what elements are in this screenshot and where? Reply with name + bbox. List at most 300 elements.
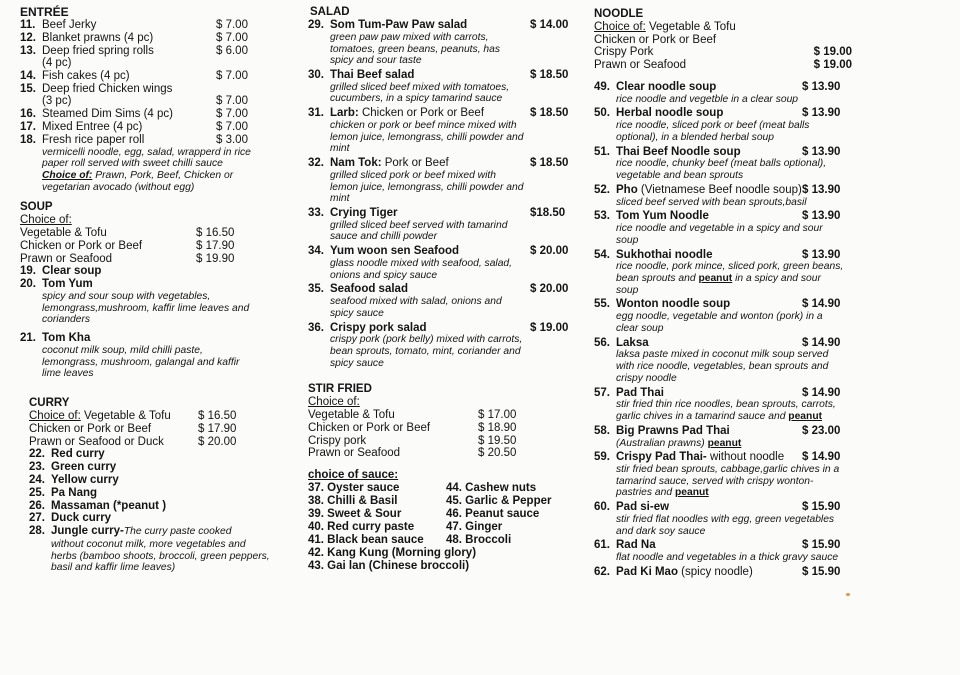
choice-label: Choice of: — [42, 170, 93, 182]
item-name: Crispy pork salad — [330, 321, 427, 334]
item-number: 54. — [594, 248, 610, 261]
menu-item — [594, 298, 852, 311]
item-description — [594, 464, 852, 499]
item-name: Sukhothai noodle — [616, 248, 713, 261]
peanut-note: peanut — [707, 437, 742, 449]
sauce-option: 46. Peanut sauce — [446, 508, 540, 521]
item-label — [594, 184, 802, 197]
item-label — [594, 146, 802, 159]
item-price: $ 13.90 — [802, 210, 841, 223]
item-number: 51. — [594, 145, 610, 158]
item-number: 62. — [594, 565, 610, 578]
right-column — [594, 6, 852, 579]
description-text: rice noodle and vegetable in a spicy and sour soup — [616, 223, 823, 246]
item-name: Clear noodle soup — [616, 80, 717, 93]
item-price: $ 18.50 — [530, 68, 569, 81]
item-name: Wonton noodle soup — [616, 298, 731, 311]
menu-item — [20, 332, 278, 345]
soup-choice — [20, 227, 278, 240]
choice-text: Prawn, Pork, Beef, Chicken or vegetarian avocado (without egg) — [42, 170, 234, 193]
description-text: sliced beef served with bean sprouts,basil — [616, 196, 807, 208]
menu-item — [308, 245, 570, 258]
item-name: Laksa — [616, 336, 649, 349]
sauce-option: 38. Chilli & Basil — [308, 495, 398, 508]
item-number: 58. — [594, 424, 610, 437]
item-description — [594, 158, 852, 181]
item-price: $ 18.50 — [530, 157, 569, 170]
item-price: $ 14.90 — [802, 298, 841, 311]
item-number: 55. — [594, 298, 610, 311]
menu-item — [308, 322, 570, 335]
item-description: grilled sliced pork or beef mixed with lemon juice, lemongrass, chilli powder and mint — [330, 169, 524, 205]
paper-speck — [846, 593, 850, 596]
item-description — [594, 223, 852, 246]
soup-choice — [20, 240, 278, 253]
item-description: The curry paste cooked — [123, 526, 232, 538]
choice-name: Chicken or Pork or Beef — [20, 239, 143, 252]
menu-item — [20, 83, 278, 96]
choice-label: Choice of: — [29, 409, 81, 422]
item-price: $ 7.00 — [216, 121, 248, 134]
item-price: $ 18.50 — [530, 107, 569, 120]
item-price: $ 13.90 — [802, 145, 841, 158]
item-price: $ 14.90 — [802, 386, 841, 399]
item-description: seafood mixed with salad, onions and spicy sauce — [330, 296, 502, 319]
item-continuation: (4 pc) — [42, 57, 72, 70]
menu-item — [594, 184, 852, 197]
item-description — [594, 94, 852, 106]
menu-item — [20, 70, 278, 83]
item-number: 26. — [29, 499, 45, 512]
item-description — [594, 197, 852, 209]
menu-item — [308, 157, 570, 170]
item-description — [594, 120, 852, 143]
description-text: rice noodle, sliced pork or beef (meat balls optional), in a blended herbal soup — [616, 120, 810, 143]
item-name: Duck curry — [51, 512, 112, 525]
item-number: 14. — [20, 69, 36, 82]
item-price: $ 7.00 — [216, 69, 248, 82]
sauce-column-right — [444, 482, 570, 547]
curry-heading: CURRY — [29, 396, 70, 409]
menu-item — [29, 487, 278, 500]
choice-price: $ 19.50 — [478, 434, 517, 447]
choice-price: $ 17.90 — [198, 422, 237, 435]
item-number: 36. — [308, 321, 324, 334]
item-name: Fish cakes (4 pc) — [42, 69, 130, 82]
choice-name: Vegetable & Tofu — [20, 226, 107, 239]
item-label — [594, 451, 802, 464]
choice-price: $ 17.90 — [196, 239, 235, 252]
stir-fried-choices — [308, 409, 570, 460]
item-label — [594, 539, 802, 552]
choice-name: Crispy Pork — [594, 46, 654, 59]
item-label — [594, 249, 802, 262]
item-description — [594, 261, 852, 296]
item-number: 32. — [308, 157, 324, 170]
choice-label: Choice of: — [594, 21, 646, 33]
menu-item — [308, 69, 570, 82]
item-name: Big Prawns Pad Thai — [616, 424, 730, 437]
item-name: Blanket prawns (4 pc) — [42, 31, 154, 44]
choice-name: Crispy pork — [308, 434, 367, 447]
choice-name: Prawn or Seafood or Duck — [29, 435, 164, 448]
choice-price: $ 17.00 — [478, 408, 517, 421]
item-name: Thai Beef Noodle soup — [616, 145, 741, 158]
item-price: $ 19.00 — [530, 321, 569, 334]
item-description: grilled sliced beef served with tamarind sauce and chilli powder — [330, 219, 508, 243]
item-label — [594, 566, 802, 579]
item-price: $ 7.00 — [216, 108, 248, 121]
menu-item — [308, 19, 570, 32]
item-description: glass noodle mixed with seafood, salad, onions and spicy sauce — [330, 257, 513, 281]
curry-choice — [20, 410, 278, 423]
peanut-note: peanut — [698, 273, 733, 284]
item-number: 24. — [29, 473, 45, 486]
menu-item — [594, 566, 852, 579]
choice-price: $ 16.50 — [196, 226, 235, 239]
item-label — [308, 19, 530, 32]
description-text: stir fried bean sprouts, cabbage,garlic chives in a tamarind sauce, served with crispy wonton-pastries and — [616, 464, 840, 499]
item-description — [594, 514, 852, 537]
item-price: $ 15.90 — [802, 501, 841, 514]
menu-item — [29, 474, 278, 487]
item-label — [308, 245, 530, 258]
menu-item — [20, 45, 278, 58]
salad-items — [308, 19, 570, 369]
description-text: laksa paste mixed in coconut milk soup served with rice noodle, vegetables, bean sprouts and crispy noodle — [616, 349, 829, 384]
item-number: 16. — [20, 108, 36, 121]
item-price: $ 15.90 — [802, 539, 841, 552]
menu-item — [594, 387, 852, 400]
item-name: Yum woon sen Seafood — [330, 245, 460, 258]
item-subtitle: Pork or Beef — [381, 157, 449, 170]
sauce-option: 45. Garlic & Pepper — [446, 495, 552, 508]
soup-choice-label: Choice of: — [20, 214, 72, 227]
description-text: (Australian prawns) — [616, 437, 708, 449]
sauce-option: 42. Kang Kung (Morning glory) — [308, 547, 477, 560]
choice-name: Chicken or Pork or Beef — [594, 33, 717, 46]
menu-item — [20, 265, 278, 278]
menu-item — [594, 539, 852, 552]
item-name: Crying Tiger — [330, 206, 398, 219]
sauce-option: 48. Broccoli — [446, 534, 512, 547]
item-price: $ 15.90 — [802, 565, 841, 578]
item-number: 17. — [20, 121, 36, 134]
choice-price: $ 18.90 — [478, 421, 517, 434]
item-name: Tom Yum — [42, 278, 93, 291]
item-price: $ 20.00 — [530, 245, 569, 258]
menu-item — [594, 425, 852, 438]
menu-item — [594, 451, 852, 464]
menu-item — [29, 461, 278, 474]
item-name: Larb: — [330, 107, 359, 120]
menu-item — [594, 146, 852, 159]
middle-column — [308, 6, 570, 573]
soup-choice — [20, 253, 278, 266]
item-description — [594, 311, 852, 334]
item-label — [594, 337, 802, 350]
item-number: 13. — [20, 44, 36, 57]
item-number: 11. — [20, 19, 36, 31]
sauce-list-full — [308, 547, 570, 573]
item-name: Crispy Pad Thai- — [616, 451, 707, 464]
item-number: 33. — [308, 206, 324, 219]
choice-name: Prawn or Seafood — [594, 59, 687, 72]
choice-price: $ 19.00 — [813, 59, 852, 72]
description-text: flat noodle and vegetables in a thick gravy sauce — [616, 552, 839, 564]
stir-fried-choice-label: Choice of: — [308, 396, 360, 409]
item-number: 56. — [594, 336, 610, 349]
item-number: 59. — [594, 451, 610, 464]
item-name: Steamed Dim Sims (4 pc) — [42, 108, 174, 121]
choice-name: Chicken or Pork or Beef — [29, 422, 152, 435]
item-number: 21. — [20, 332, 36, 345]
item-number: 52. — [594, 183, 610, 196]
item-price: $ 14.90 — [802, 336, 841, 349]
item-price: $ 7.00 — [216, 95, 248, 108]
item-number: 49. — [594, 80, 610, 93]
menu-item — [594, 210, 852, 223]
rice-paper-choice — [20, 170, 278, 193]
curry-items — [20, 448, 278, 574]
item-name: Red curry — [51, 448, 105, 461]
item-label — [308, 69, 530, 82]
item-description — [594, 438, 852, 450]
choice-name: Prawn or Seafood — [20, 252, 113, 265]
item-number: 23. — [29, 461, 45, 474]
item-label — [594, 501, 802, 514]
noodle-choice — [594, 46, 852, 59]
menu-item — [308, 283, 570, 296]
entree-items — [20, 19, 278, 193]
choice-name: Prawn or Seafood — [308, 447, 401, 460]
item-number: 25. — [29, 486, 45, 499]
item-name: Seafood salad — [330, 283, 408, 296]
menu-item — [29, 512, 278, 525]
sauce-option: 40. Red curry paste — [308, 521, 415, 534]
item-price: $ 23.00 — [802, 424, 841, 437]
item-name: Yellow curry — [51, 473, 119, 486]
stir-fried-choice — [308, 409, 570, 422]
item-name: Massaman (*peanut ) — [51, 499, 167, 512]
item-price: $ 14.90 — [802, 451, 841, 464]
item-description — [594, 399, 852, 422]
item-name: Mixed Entree (4 pc) — [42, 121, 143, 134]
left-column — [20, 6, 278, 574]
item-number: 53. — [594, 210, 610, 223]
item-name: Herbal noodle soup — [616, 107, 724, 120]
item-number: 18. — [20, 133, 36, 146]
item-number: 34. — [308, 245, 324, 258]
choice-name: Vegetable & Tofu — [80, 409, 171, 422]
item-name: Rad Na — [616, 539, 656, 552]
item-name: Nam Tok: — [330, 157, 382, 170]
item-label — [594, 387, 802, 400]
sauce-option: 39. Sweet & Sour — [308, 508, 402, 521]
item-price: $ 7.00 — [216, 19, 248, 31]
item-name: Green curry — [51, 461, 117, 474]
item-label — [308, 322, 530, 335]
sauce-list — [308, 482, 570, 547]
menu-item — [308, 107, 570, 120]
choice-price: $ 20.00 — [198, 435, 237, 448]
noodle-choice — [594, 59, 852, 72]
choice-text: Vegetable & Tofu — [645, 21, 736, 33]
noodle-heading: NOODLE — [594, 8, 644, 20]
sauce-option: 43. Gai lan (Chinese broccoli) — [308, 560, 470, 573]
menu-item — [29, 500, 278, 513]
description-text: in a spicy and sour soup — [616, 273, 821, 296]
item-label — [308, 107, 530, 120]
choice-price: $ 19.90 — [196, 252, 235, 265]
item-number: 27. — [29, 512, 45, 525]
menu-item — [20, 19, 278, 32]
item-price: $ 14.00 — [530, 19, 569, 31]
item-label — [308, 207, 530, 220]
item-subtitle: (spicy noodle) — [677, 565, 753, 578]
item-continuation: (3 pc) — [42, 95, 72, 108]
choice-price: $ 19.00 — [813, 46, 852, 59]
item-name: Pho — [616, 183, 638, 196]
item-number: 12. — [20, 31, 36, 44]
stir-fried-heading: STIR FRIED — [308, 383, 372, 396]
item-price: $ 20.00 — [530, 283, 569, 296]
curry-choice — [20, 423, 278, 436]
item-subtitle: (Vietnamese Beef noodle soup) — [637, 183, 802, 196]
stir-fried-choice — [308, 447, 570, 460]
item-description: spicy and sour soup with vegetables, lemongrass,mushroom, kaffir lime leaves and corianders — [42, 290, 250, 326]
item-name: Deep fried spring rolls — [42, 44, 154, 57]
item-name: Clear soup — [42, 265, 102, 278]
menu-item — [594, 337, 852, 350]
item-description: coconut milk soup, mild chilli paste, lemongrass, mushroom, galangal and kaffir lime leaves — [42, 344, 240, 380]
sauce-option: 37. Oyster sauce — [308, 482, 400, 495]
soup-heading: SOUP — [20, 201, 53, 214]
item-name: Pad Thai — [616, 386, 664, 399]
peanut-note: peanut — [788, 411, 823, 423]
item-name: Beef Jerky — [42, 19, 97, 31]
item-number: 61. — [594, 539, 610, 552]
item-price: $ 13.90 — [802, 107, 841, 120]
item-name: Jungle curry- — [51, 525, 124, 538]
curry-choice — [20, 436, 278, 449]
sauce-option: 47. Ginger — [446, 521, 503, 534]
item-description — [594, 552, 852, 564]
item-number: 15. — [20, 82, 36, 95]
description-text: rice noodle, chunky beef (meat balls optional), vegetable and bean sprouts — [616, 158, 827, 182]
item-description: crispy pork (pork belly) mixed with carrots, bean sprouts, tomato, mint, coriander and spicy sauce — [330, 334, 523, 369]
item-price: $ 3.00 — [216, 133, 248, 146]
item-number: 29. — [308, 19, 324, 31]
item-description: green paw paw mixed with carrots, tomatoes, green beans, peanuts, has spicy and sour taste — [330, 31, 501, 67]
menu-item — [594, 81, 852, 94]
menu-item — [20, 278, 278, 291]
salad-heading: SALAD — [310, 6, 350, 18]
item-number: 31. — [308, 107, 324, 120]
description-text: stir fried flat noodles with egg, green vegetables and dark soy sauce — [616, 513, 835, 537]
description-text: egg noodle, vegetable and wonton (pork) in a clear soup — [616, 311, 823, 334]
item-number: 30. — [308, 68, 324, 81]
item-label — [594, 298, 802, 311]
description-text: stir fried thin rice noodles, bean sprouts, carrots, garlic chives in a tamarind sauce and — [616, 399, 836, 423]
choice-price: $ 16.50 — [198, 409, 237, 422]
entree-heading: ENTRÉE — [20, 5, 69, 19]
item-label — [594, 425, 802, 438]
stir-fried-choice — [308, 422, 570, 435]
noodle-choice — [594, 34, 852, 47]
menu-item — [20, 134, 278, 147]
menu-item — [20, 32, 278, 45]
item-name: Fresh rice paper roll — [42, 133, 145, 146]
item-subtitle: without noodle — [706, 451, 785, 464]
choice-name: Chicken or Pork or Beef — [308, 421, 431, 434]
item-number: 60. — [594, 501, 610, 514]
item-price: $ 13.90 — [802, 80, 841, 93]
item-name: Tom Yum Noodle — [616, 210, 709, 223]
menu-item — [308, 207, 570, 220]
menu-item — [29, 525, 278, 539]
item-subtitle: Chicken or Pork or Beef — [358, 107, 485, 120]
item-label — [594, 81, 802, 94]
description-text: rice noodle, pork mince, sliced pork, green beans, bean sprouts and — [616, 261, 844, 284]
item-price: $ 7.00 — [216, 31, 248, 44]
item-name: Som Tum-Paw Paw salad — [330, 19, 468, 31]
sauce-option: 44. Cashew nuts — [446, 482, 537, 495]
menu-item — [594, 501, 852, 514]
item-name: Pad Ki Mao — [616, 565, 678, 578]
item-description: vermicelli noodle, egg, salad, wrapperd in rice paper roll served with sweet chilli sauce — [42, 146, 251, 170]
item-price: $18.50 — [530, 206, 566, 219]
item-label — [308, 157, 530, 170]
item-name: Deep fried Chicken wings — [42, 82, 173, 95]
item-price: $ 6.00 — [216, 44, 248, 57]
item-name: Pa Nang — [51, 486, 98, 499]
menu-item-continued — [20, 95, 278, 108]
item-number: 57. — [594, 386, 610, 399]
item-number: 35. — [308, 283, 324, 296]
item-description — [594, 349, 852, 384]
item-number: 20. — [20, 278, 36, 291]
item-description: chicken or pork or beef mince mixed with lemon juice, lemongrass, chilli powder and mint — [330, 119, 524, 155]
choice-price: $ 20.50 — [478, 447, 517, 460]
noodle-choice — [594, 21, 852, 34]
item-label — [308, 283, 530, 296]
description-text: rice noodle and vegetble in a clear soup — [616, 93, 799, 105]
menu-item — [20, 121, 278, 134]
item-number: 50. — [594, 107, 610, 120]
sauce-choice-label: choice of sauce: — [308, 469, 399, 482]
sauce-option: 41. Black bean sauce — [308, 534, 424, 547]
item-label — [594, 210, 802, 223]
menu-item — [594, 249, 852, 262]
item-description: grilled sliced beef mixed with tomatoes, cucumbers, in a spicy tamarind sauce — [330, 81, 510, 105]
noodle-items — [594, 81, 852, 579]
item-price: $ 13.90 — [802, 248, 841, 261]
menu-item — [29, 448, 278, 461]
menu-item — [594, 107, 852, 120]
item-label — [594, 107, 802, 120]
item-description: without coconut milk, more vegetables and herbs (bamboo shoots, broccoli, green peppers, basil and kaffir lime leaves) — [51, 538, 270, 574]
item-number: 22. — [29, 448, 45, 461]
item-number: 19. — [20, 265, 36, 278]
item-name: Tom Kha — [42, 332, 91, 345]
sauce-column-left — [308, 482, 434, 547]
item-number: 28. — [29, 525, 45, 538]
menu-item — [20, 108, 278, 121]
item-name: Thai Beef salad — [330, 68, 415, 81]
choice-name: Vegetable & Tofu — [308, 408, 395, 421]
item-name: Pad si-ew — [616, 501, 670, 514]
